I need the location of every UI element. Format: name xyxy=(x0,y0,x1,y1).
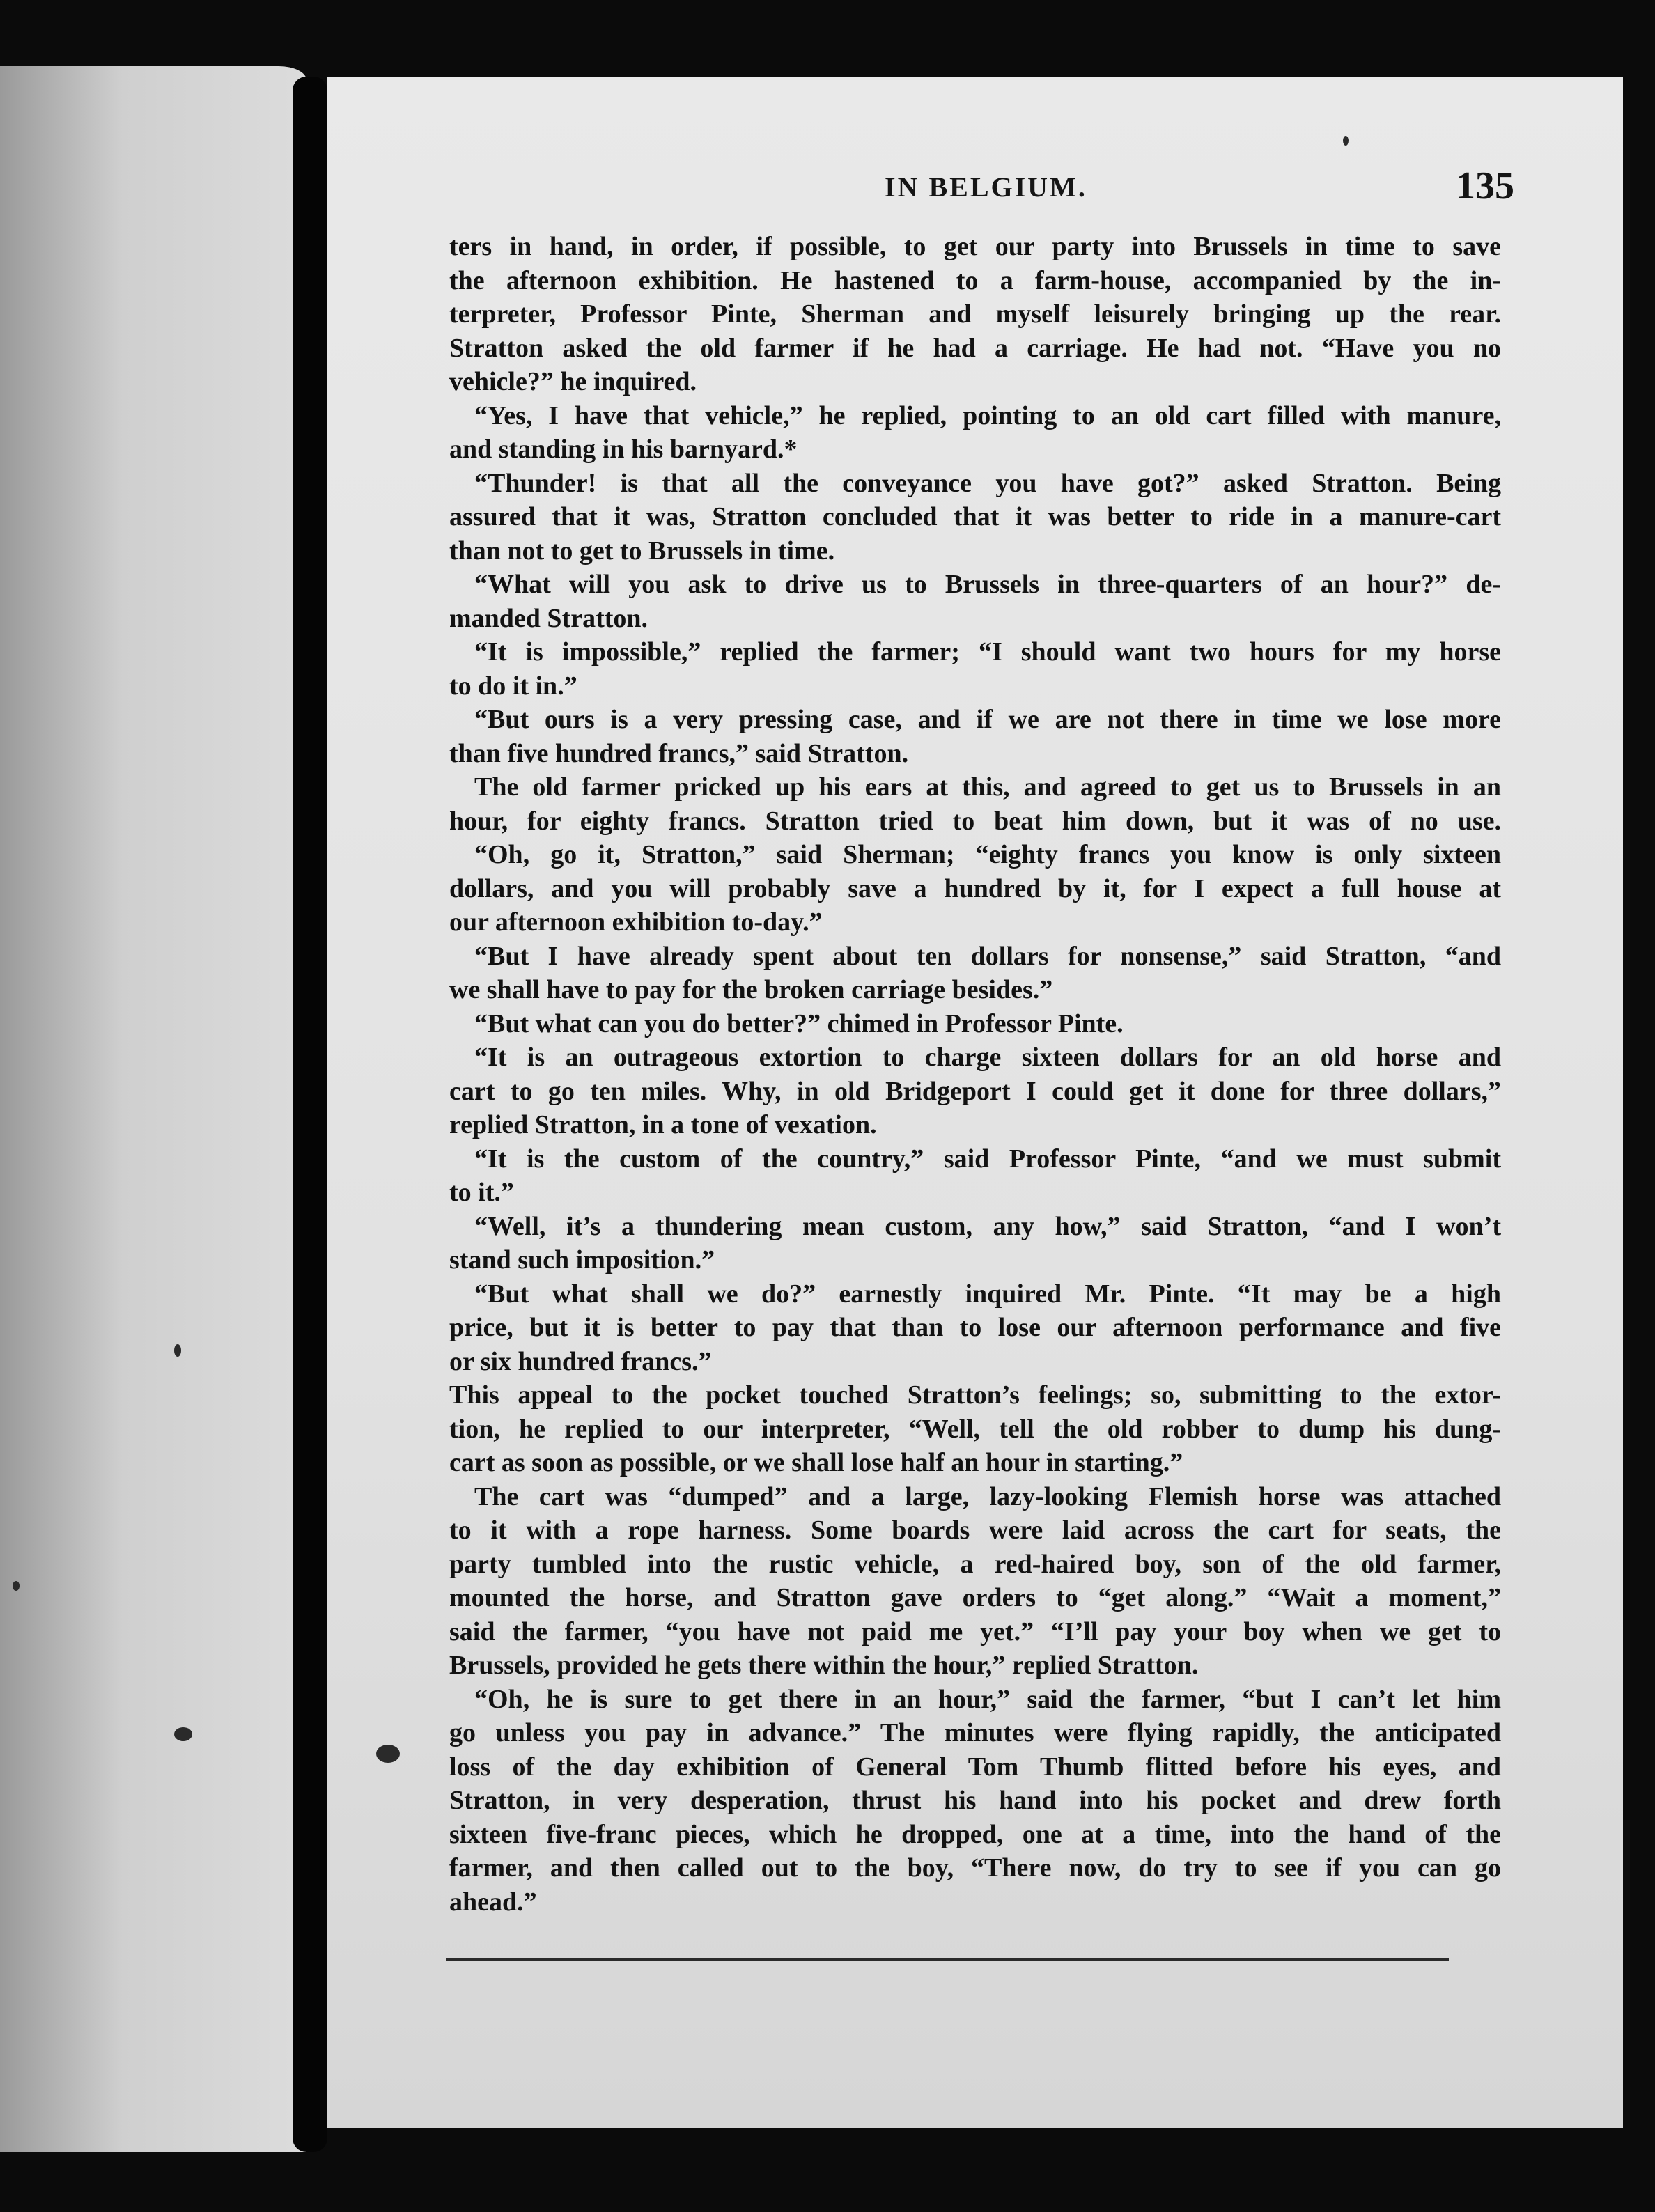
text-line: “Oh, go it, Stratton,” said Sherman; “eighty francs you know is only sixteen xyxy=(474,840,1501,869)
left-page-edge xyxy=(0,66,306,2156)
text-line: said the farmer, “you have not paid me yet.” “I’ll pay your boy when we get to xyxy=(449,1617,1501,1646)
text-line: “Yes, I have that vehicle,” he replied, pointing to an old cart filled with manure, xyxy=(474,400,1501,430)
text-line: The old farmer pricked up his ears at this, and agreed to get us to Brussels in an xyxy=(474,772,1501,802)
text-line: terpreter, Professor Pinte, Sherman and myself leisurely bringing up the rear. xyxy=(449,299,1501,329)
text-line: This appeal to the pocket touched Stratton’s feelings; so, submitting to the extor- xyxy=(449,1380,1501,1410)
binding-gutter xyxy=(293,77,327,2152)
text-line: “But I have already spent about ten dollars for nonsense,” said Stratton, “and xyxy=(474,941,1501,971)
text-line: go unless you pay in advance.” The minutes were flying rapidly, the anticipated xyxy=(449,1718,1501,1747)
text-line: cart to go ten miles. Why, in old Bridgeport I could get it done for three dollars,” xyxy=(449,1076,1501,1106)
scan-speck xyxy=(1343,136,1349,146)
text-line: hour, for eighty francs. Stratton tried to beat him down, but it was of no use. xyxy=(449,806,1501,836)
text-line: “It is impossible,” replied the farmer; “I should want two hours for my horse xyxy=(474,637,1501,667)
text-line: stand such imposition.” xyxy=(449,1245,715,1275)
scan-speck xyxy=(13,1581,20,1591)
page-header xyxy=(327,164,1623,219)
text-line: replied Stratton, in a tone of vexation. xyxy=(449,1110,877,1139)
end-rule xyxy=(446,1958,1449,1961)
text-line: or six hundred francs.” xyxy=(449,1346,712,1376)
text-line: our afternoon exhibition to-day.” xyxy=(449,908,823,937)
text-line: Brussels, provided he gets there within the hour,” replied Stratton. xyxy=(449,1651,1199,1680)
scan-speck xyxy=(174,1344,181,1357)
text-line: we shall have to pay for the broken carriage besides.” xyxy=(449,975,1053,1004)
text-line: tion, he replied to our interpreter, “Well, tell the old robber to dump his dung- xyxy=(449,1414,1501,1444)
text-line: price, but it is better to pay that than to lose our afternoon performance and five xyxy=(449,1313,1501,1342)
text-line: party tumbled into the rustic vehicle, a red-haired boy, son of the old farmer, xyxy=(449,1549,1501,1579)
body-text xyxy=(449,230,1501,1919)
text-line: manded Stratton. xyxy=(449,603,648,633)
text-line: “What will you ask to drive us to Brussels in three-quarters of an hour?” de- xyxy=(474,570,1501,599)
text-line: the afternoon exhibition. He hastened to a farm-house, accompanied by the in- xyxy=(449,265,1501,295)
text-line: sixteen five-franc pieces, which he dropped, one at a time, into the hand of the xyxy=(449,1819,1501,1849)
text-line: “But what shall we do?” earnestly inquired Mr. Pinte. “It may be a high xyxy=(474,1279,1501,1309)
text-line: loss of the day exhibition of General Tom Thumb flitted before his eyes, and xyxy=(449,1752,1501,1782)
text-line: than not to get to Brussels in time. xyxy=(449,536,835,566)
scan-speck xyxy=(174,1727,192,1741)
scan-border-bottom xyxy=(0,2152,1655,2212)
text-line: Stratton asked the old farmer if he had a carriage. He had not. “Have you no xyxy=(449,333,1501,363)
text-line: ters in hand, in order, if possible, to get our party into Brussels in time to save xyxy=(449,232,1501,261)
text-line: “It is the custom of the country,” said Professor Pinte, “and we must submit xyxy=(474,1144,1501,1174)
text-line: “Well, it’s a thundering mean custom, any how,” said Stratton, “and I won’t xyxy=(474,1211,1501,1241)
text-line: The cart was “dumped” and a large, lazy-looking Flemish horse was attached xyxy=(474,1481,1501,1511)
text-line: mounted the horse, and Stratton gave orders to “get along.” “Wait a moment,” xyxy=(449,1583,1501,1612)
text-line: “But what can you do better?” chimed in Professor Pinte. xyxy=(474,1008,1124,1038)
text-line: than five hundred francs,” said Stratton. xyxy=(449,738,909,768)
text-line: ahead.” xyxy=(449,1887,537,1917)
text-line: to it.” xyxy=(449,1178,514,1207)
text-line: farmer, and then called out to the boy, “There now, do try to see if you can go xyxy=(449,1853,1501,1883)
page-number: 135 xyxy=(1456,164,1514,208)
text-line: “Oh, he is sure to get there in an hour,” said the farmer, “but I can’t let him xyxy=(474,1684,1501,1714)
text-line: Stratton, in very desperation, thrust his hand into his pocket and drew forth xyxy=(449,1786,1501,1815)
text-line: dollars, and you will probably save a hundred by it, for I expect a full house at xyxy=(449,873,1501,903)
text-line: “Thunder! is that all the conveyance you have got?” asked Stratton. Being xyxy=(474,468,1501,498)
scan-border-right xyxy=(1623,0,1655,2212)
text-line: “It is an outrageous extortion to charge sixteen dollars for an old horse and xyxy=(474,1043,1501,1072)
text-line: “But ours is a very pressing case, and if we are not there in time we lose more xyxy=(474,705,1501,734)
text-line: cart as soon as possible, or we shall lose half an hour in starting.” xyxy=(449,1448,1183,1477)
text-line: and standing in his barnyard.* xyxy=(449,435,798,464)
text-line: vehicle?” he inquired. xyxy=(449,367,697,396)
text-line: to it with a rope harness. Some boards were laid across the cart for seats, the xyxy=(449,1516,1501,1545)
text-line: assured that it was, Stratton concluded that it was better to ride in a manure-cart xyxy=(449,502,1501,531)
scan-speck xyxy=(376,1745,400,1763)
running-head: IN BELGIUM. xyxy=(885,171,1087,203)
text-line: to do it in.” xyxy=(449,671,577,701)
